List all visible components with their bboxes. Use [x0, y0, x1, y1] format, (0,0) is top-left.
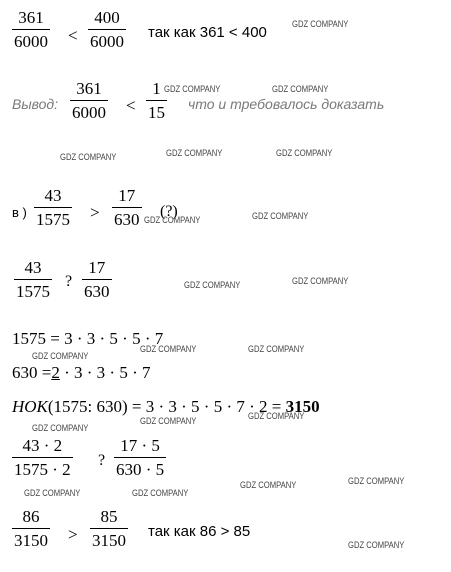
denominator: 630	[114, 210, 140, 229]
less-than-sign: <	[126, 96, 136, 115]
watermark: GDZ COMPANY	[272, 84, 329, 94]
fraction-bar	[70, 100, 108, 101]
watermark: GDZ COMPANY	[140, 416, 197, 426]
numerator: 43 · 2	[22, 436, 63, 455]
underlined-factor: 2	[51, 363, 60, 382]
fraction-17-630-compare	[82, 258, 112, 301]
fraction-86-3150	[12, 507, 50, 550]
denominator: 630 · 5	[116, 460, 165, 479]
watermark: GDZ COMPANY	[292, 19, 349, 29]
fraction-bar	[14, 279, 52, 280]
fraction-bar	[90, 528, 128, 529]
numerator: 17	[118, 186, 136, 205]
watermark: GDZ COMPANY	[348, 476, 405, 486]
numerator: 17 · 5	[120, 436, 160, 455]
numerator: 400	[94, 8, 120, 27]
lcm-expression: (1575: 630) = 3 · 3 · 5 · 5 · 7 · 2 =	[47, 397, 282, 416]
denominator: 630	[84, 282, 110, 301]
comparison-question-mark: ?	[65, 273, 73, 290]
denominator: 1575	[16, 282, 50, 301]
fraction-361-6000-conclusion	[70, 79, 108, 122]
fraction-bar	[82, 279, 112, 280]
watermark: GDZ COMPANY	[248, 411, 305, 421]
factorization-lead: 630 =	[12, 363, 52, 382]
item-label-v: в )	[12, 205, 27, 220]
numerator: 43	[24, 258, 42, 277]
factorization-rest: · 3 · 3 · 5 · 7	[59, 363, 151, 382]
fraction-bar	[146, 100, 167, 101]
fraction-43-1575-compare	[14, 258, 52, 301]
watermark: GDZ COMPANY	[184, 280, 241, 290]
factorization-1575: 1575 = 3 · 3 · 5 · 5 · 7	[12, 329, 164, 348]
proof-conclusion: что и требовалось доказать	[188, 96, 385, 112]
watermark: GDZ COMPANY	[132, 488, 189, 498]
denominator: 6000	[72, 103, 106, 122]
factorization-630	[12, 364, 151, 381]
greater-than-sign: >	[90, 203, 100, 222]
watermark: GDZ COMPANY	[252, 211, 309, 221]
fraction-43x2-1575x2	[12, 436, 73, 479]
fraction-17-630	[112, 186, 142, 229]
watermark: GDZ COMPANY	[140, 344, 197, 354]
comparison-question-mark: ?	[98, 452, 106, 469]
numerator: 43	[44, 186, 62, 205]
comment-since: так как 361 < 400	[148, 24, 267, 41]
fraction-85-3150	[90, 507, 128, 550]
comment-since: так как 86 > 85	[148, 523, 251, 540]
question-mark-parenthesized: (?)	[160, 203, 178, 220]
fraction-17x5-630x5	[114, 436, 166, 479]
numerator: 86	[22, 507, 40, 526]
conclusion-label: Вывод:	[12, 96, 59, 112]
less-than-sign: <	[68, 26, 78, 45]
watermark: GDZ COMPANY	[240, 480, 297, 490]
fraction-361-6000	[12, 8, 50, 51]
lcm-label: НОК	[12, 397, 48, 416]
fraction-bar	[12, 29, 50, 30]
fraction-bar	[12, 528, 50, 529]
watermark: GDZ COMPANY	[166, 148, 223, 158]
watermark: GDZ COMPANY	[348, 540, 405, 550]
denominator: 3150	[14, 531, 48, 550]
watermark: GDZ COMPANY	[24, 488, 81, 498]
numerator: 17	[88, 258, 106, 277]
numerator: 85	[100, 507, 118, 526]
fraction-43-1575	[34, 186, 72, 229]
denominator: 6000	[90, 32, 124, 51]
watermark: GDZ COMPANY	[248, 344, 305, 354]
numerator: 1	[152, 79, 161, 98]
watermark: GDZ COMPANY	[164, 84, 221, 94]
watermark: GDZ COMPANY	[144, 215, 201, 225]
denominator: 6000	[14, 32, 48, 51]
watermark: GDZ COMPANY	[32, 351, 89, 361]
denominator: 3150	[92, 531, 126, 550]
denominator: 15	[148, 103, 165, 122]
fraction-bar	[34, 207, 72, 208]
fraction-bar	[112, 207, 142, 208]
watermark: GDZ COMPANY	[292, 276, 349, 286]
fraction-bar	[88, 29, 126, 30]
fraction-bar	[12, 457, 73, 458]
watermark: GDZ COMPANY	[60, 152, 117, 162]
denominator: 1575 · 2	[14, 460, 71, 479]
watermark: GDZ COMPANY	[32, 423, 89, 433]
numerator: 361	[76, 79, 102, 98]
fraction-400-6000	[88, 8, 126, 51]
denominator: 1575	[36, 210, 70, 229]
fraction-bar	[114, 457, 166, 458]
numerator: 361	[18, 8, 44, 27]
watermark: GDZ COMPANY	[276, 148, 333, 158]
lcm-result: 3150	[285, 397, 320, 416]
greater-than-sign: >	[68, 525, 78, 544]
